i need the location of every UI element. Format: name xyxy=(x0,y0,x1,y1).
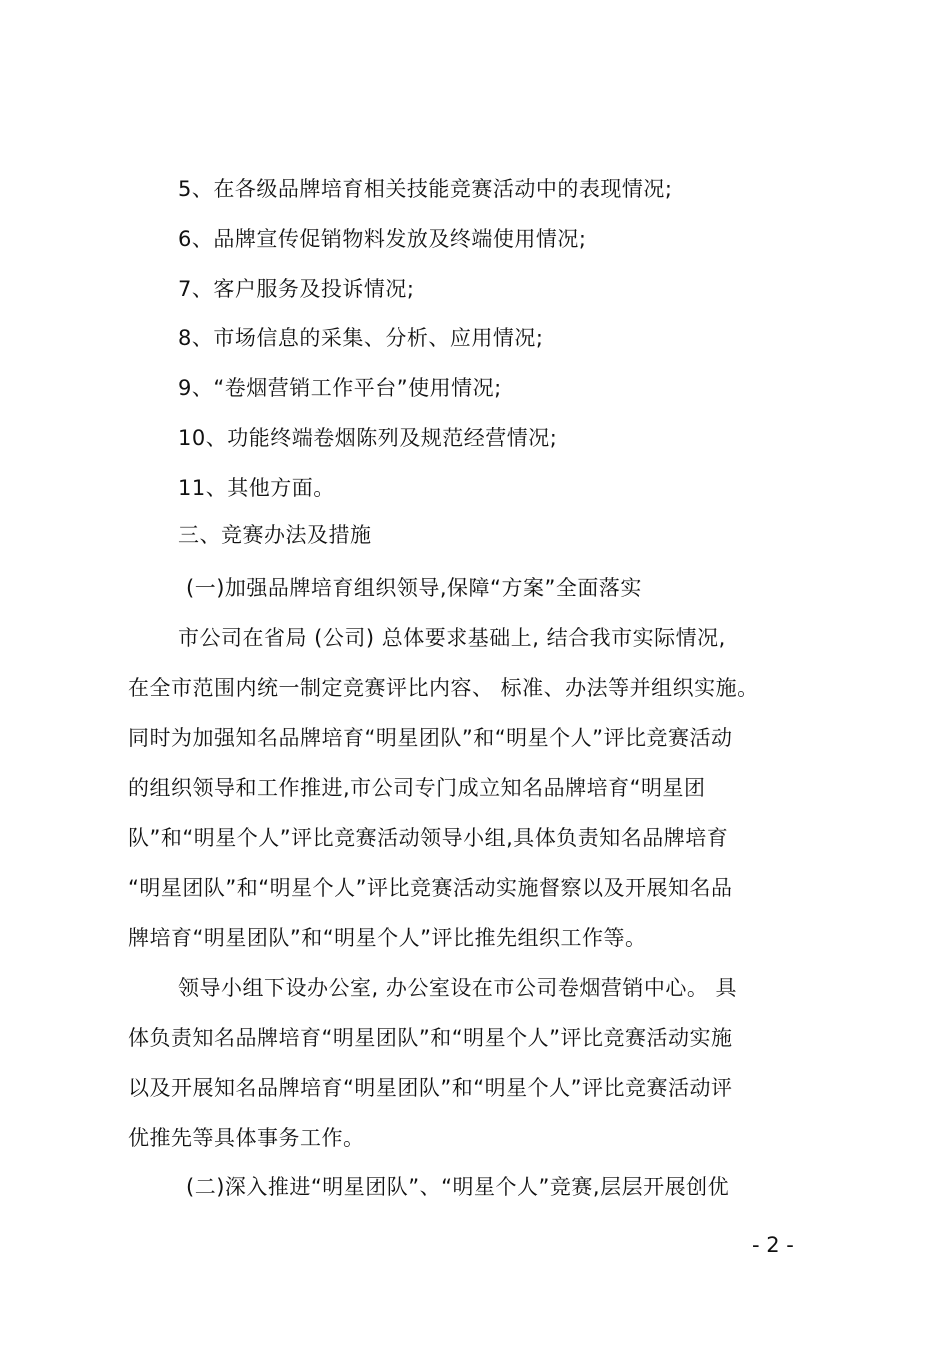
section-heading: 三、竞赛办法及措施 xyxy=(178,523,372,547)
list-item: 11、其他方面。 xyxy=(178,476,335,500)
paragraph-line: 队”和“明星个人”评比竞赛活动领导小组,具体负责知名品牌培育 xyxy=(128,826,729,850)
list-item: 9、“卷烟营销工作平台”使用情况; xyxy=(178,376,502,400)
subsection-heading: (二)深入推进“明星团队”、“明星个人”竞赛,层层开展创优 xyxy=(186,1175,730,1199)
paragraph-line: 市公司在省局 (公司) 总体要求基础上, 结合我市实际情况, xyxy=(178,626,726,650)
paragraph-line: 领导小组下设办公室, 办公室设在市公司卷烟营销中心。 具 xyxy=(178,976,738,1000)
paragraph-line: 以及开展知名品牌培育“明星团队”和“明星个人”评比竞赛活动评 xyxy=(128,1076,733,1100)
list-item: 8、市场信息的采集、分析、应用情况; xyxy=(178,326,544,350)
paragraph-line: 牌培育“明星团队”和“明星个人”评比推先组织工作等。 xyxy=(128,926,647,950)
paragraph-line: 同时为加强知名品牌培育“明星团队”和“明星个人”评比竞赛活动 xyxy=(128,726,733,750)
page-number: - 2 - xyxy=(752,1233,794,1257)
list-item: 5、在各级品牌培育相关技能竞赛活动中的表现情况; xyxy=(178,177,673,201)
paragraph-line: “明星团队”和“明星个人”评比竞赛活动实施督察以及开展知名品 xyxy=(128,876,733,900)
paragraph-line: 在全市范围内统一制定竞赛评比内容、 标准、办法等并组织实施。 xyxy=(128,676,759,700)
paragraph-line: 体负责知名品牌培育“明星团队”和“明星个人”评比竞赛活动实施 xyxy=(128,1026,733,1050)
paragraph-line: 优推先等具体事务工作。 xyxy=(128,1126,365,1150)
list-item: 10、功能终端卷烟陈列及规范经营情况; xyxy=(178,426,558,450)
subsection-heading: (一)加强品牌培育组织领导,保障“方案”全面落实 xyxy=(186,576,642,600)
paragraph-line: 的组织领导和工作推进,市公司专门成立知名品牌培育“明星团 xyxy=(128,776,706,800)
list-item: 7、客户服务及投诉情况; xyxy=(178,277,415,301)
list-item: 6、品牌宣传促销物料发放及终端使用情况; xyxy=(178,227,587,251)
